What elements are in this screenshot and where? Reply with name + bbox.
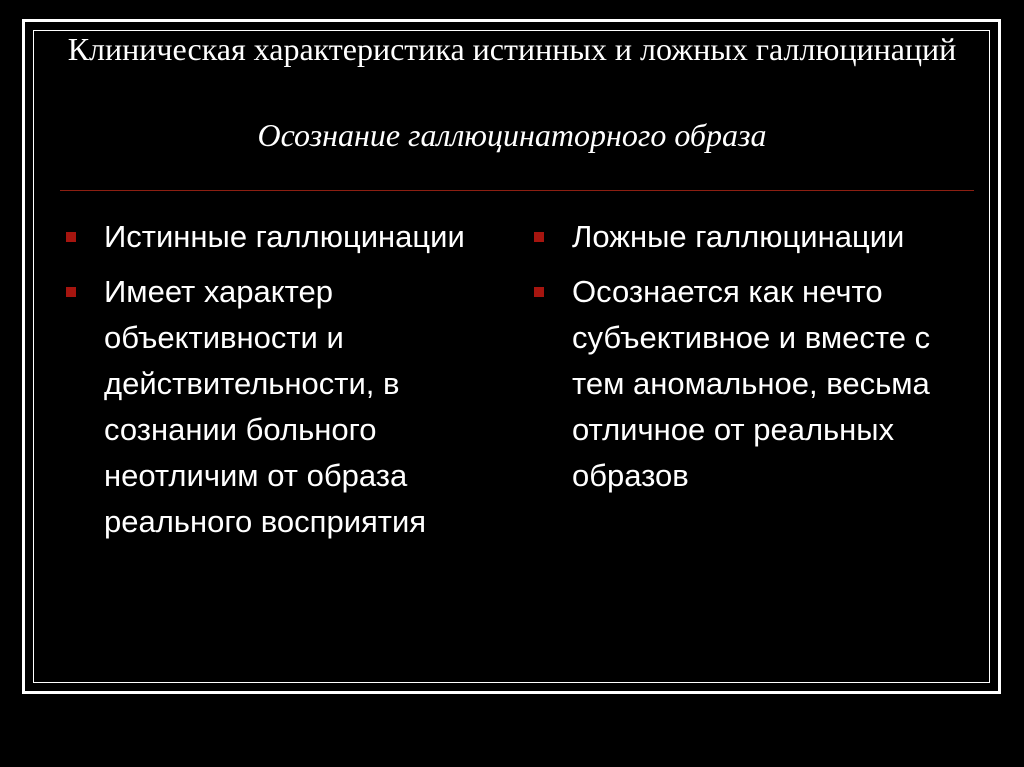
- slide-subtitle: Осознание галлюцинаторного образа: [257, 117, 767, 153]
- bullet-text: Имеет характер объективности и действительности, в сознании больного неотличим от образа реального восприятия: [104, 274, 427, 539]
- left-column-true-hallucinations: [66, 214, 486, 554]
- square-bullet-icon: [66, 287, 76, 297]
- slide-title: Клиническая характеристика истинных и ложных галлюцинаций: [67, 31, 957, 67]
- list-item: [534, 269, 974, 499]
- title-divider: [60, 190, 974, 191]
- list-item: [66, 269, 486, 545]
- list-item: [66, 214, 486, 260]
- square-bullet-icon: [534, 232, 544, 242]
- square-bullet-icon: [66, 232, 76, 242]
- bullet-text: Ложные галлюцинации: [572, 219, 905, 254]
- square-bullet-icon: [534, 287, 544, 297]
- bullet-text: Осознается как нечто субъективное и вместе с тем аномальное, весьма отличное от реальных образов: [572, 274, 931, 493]
- right-column-false-hallucinations: [534, 214, 974, 508]
- list-item: [534, 214, 974, 260]
- bullet-text: Истинные галлюцинации: [104, 219, 465, 254]
